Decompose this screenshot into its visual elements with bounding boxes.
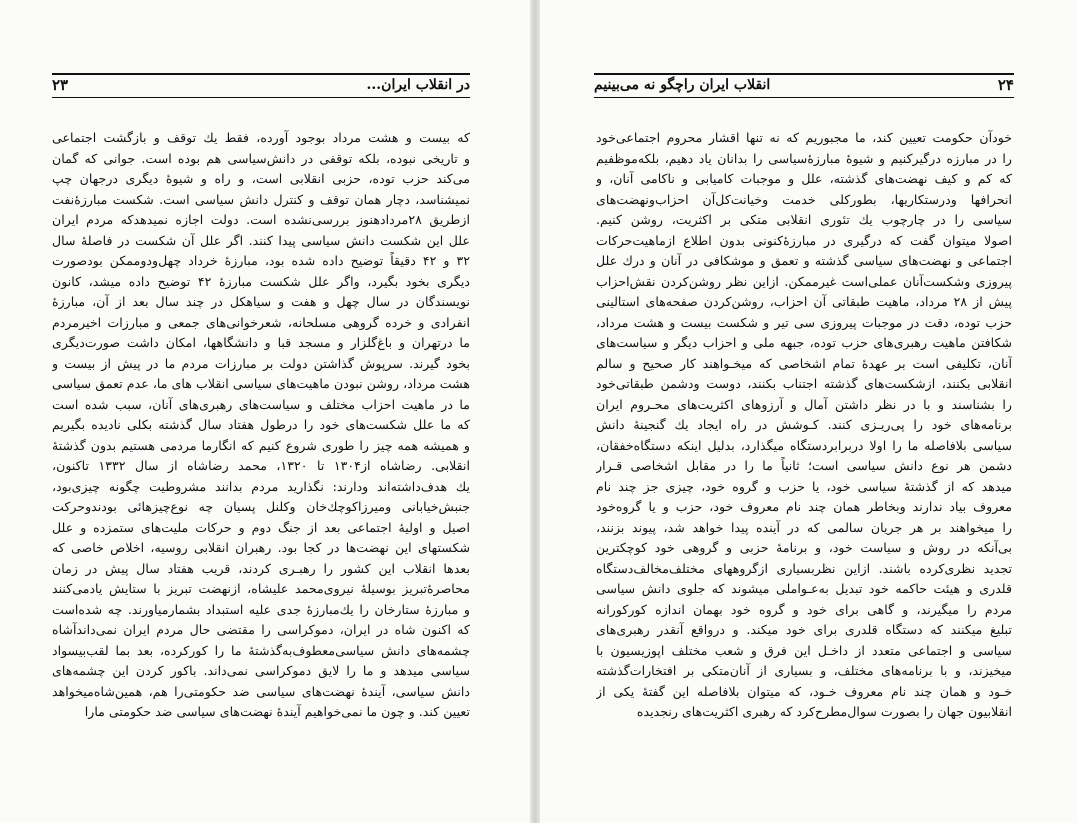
text-line: تعیین کند. و چون ما نمی‌خواهیم آیندهٔ نهضت‌های سیاسی ضد حکومتی مارا (84, 704, 470, 719)
text-line: قلدری و هیئت حاکمه خود تبدیل به‌عـواملی میشوند که جلوی دانش سیاسی (596, 581, 1012, 596)
text-line: برنامه‌های خود را پی‌ریـزی کنند. کـوشش در راه ایجاد یك گنجینهٔ دانش (596, 417, 1012, 432)
text-line: میخیزند، و با برنامه‌های مختلف، و بسیاری از آنان‌متکی بر افتخارات‌گذشته (596, 663, 1012, 678)
text-line: حزب توده، دقت در موجبات پیروزی سی تیر و شکست بیست و هشت مرداد، (596, 314, 1012, 330)
left-page-body (52, 128, 470, 723)
text-line: ۳۲ و ۴۲ دقیقاً توضیح داده شده بود، مبارزهٔ خرداد چهل‌ودو‌ممکن بودصورت (52, 253, 470, 268)
text-line: می‌کند حزب توده، حزبی انقلابی است، و راه و شیوهٔ دیگری درجهان چپ (52, 171, 470, 186)
page-number: ۲۳ (52, 76, 69, 94)
text-line: را در مبارزه درگیرکنیم و شیوهٔ مبارزهٔ‌سیاسی را بدانان یاد دهیم، بلکه‌موظفیم (596, 150, 1012, 166)
text-line: نمیشناسد، دچار همان توقف و کنترل دانش سیاسی است. شکست مبارزهٔ‌نفت (52, 191, 470, 207)
text-line: اجتماعی و نهضت‌های سیاسی گذشته و تعمق و موشکافی در آنان و درك علل (596, 253, 1012, 268)
text-line: انقلابی بکنند، ازشکست‌های گذشته اجتناب بکنند، دوست ودشمن طبقاتی‌خود (596, 376, 1012, 391)
text-line: یك هدف‌داشته‌اند ودارند: نگذارید مردم بدانند مشروطیت چگونه چیزی‌بود، (52, 478, 470, 494)
text-line: و مبارزهٔ ستارخان را یك‌مبارزهٔ جدی علیه استبداد بشمارمیاورند. چه شده‌است (52, 601, 470, 617)
text-line: سیاسی و اجتماعی متعدد از داخـل این فرق و شعب مختلف اپوزیسیون با (596, 642, 1012, 658)
header-bottom-rule (594, 97, 1014, 98)
text-line: معروف بیاد ندارند وبخاطر همان چند نام معروف خود، حزب و یا گروه‌خود (596, 499, 1012, 514)
text-line: و همیشه همه چیز را طوری شروع کنیم که انگارما مردمی هستیم بدون گذشتهٔ (52, 437, 470, 453)
text-line: که ما علل شکست‌های خود را در‌طول هفتاد سال گذشته بکلی نادیده بگیریم (52, 417, 470, 432)
text-line: ما در ماهیت احزاب مختلف و سیاست‌های رهبری‌های آنان، سبب شده است (52, 396, 470, 412)
text-line: را بشناسند و با در نظر داشتن آمال و آرزوهای اکثریت‌های محـروم ایران (596, 396, 1012, 412)
header-top-rule (52, 73, 470, 75)
right-page (540, 0, 1077, 823)
text-line: بی‌آنکه در روش و سیاست خود، و برنامهٔ حزبی و گروهی خود کوچکترین (596, 540, 1012, 555)
text-line: که بیست و هشت مرداد بوجود آورده، فقط یك توقف و بازگشت اجتماعی (52, 130, 470, 145)
text-line: انقلابی. رضاشاه از۱۳۰۴ تا ۱۳۲۰، محمد رضاشاه از سال ۱۳۳۲ تاکنون، (52, 458, 470, 473)
text-line: شکستهای این نهضت‌ها در کجا بود. رهبران انقلابی روسیه، اخلاص خاصی که (52, 540, 470, 555)
text-line: اصیل و اولیهٔ اجتماعی بعد از جنگ دوم و حرکات ملیت‌های ستمزده و علل (52, 519, 470, 535)
left-page-header (52, 74, 470, 96)
text-line: سیاسی میدهد و ما را لایق دموکراسی نمی‌داند. باکور کردن این چشمه‌های (52, 663, 470, 678)
text-line: تجدید نظری‌کرده باشند. ازاین نظربسیاری ازگروههای مختلف‌مخالف‌دستگاه (596, 560, 1012, 576)
text-line: بخود گیرند. سرپوش گذاشتن دولت بر مبارزات مردم ما در پیش از بیست و (52, 355, 470, 371)
text-line: انفرادی و خرده گروهی مسلحانه، شعرخوانی‌های جمعی و مبارزات اخیرمردم (52, 314, 470, 330)
text-line: شکافتن ماهیت رهبری‌های حزب توده، جبهه ملی و احزاب دیگر و سیاست‌های (596, 335, 1012, 350)
text-line: سیاسی را در چارچوب یك تئوری انقلابی متکی بر اکثریت، روشن کنیم. (596, 212, 1012, 227)
text-line: میدهد که از گذشتهٔ سیاسی خود، یا حزب و گروه خود، چیزی جز چند نام (596, 478, 1012, 494)
text-line: که اکنون شاه در ایران، دموکراسی را مقتضی حال مردم ایران نمی‌داند‌آشاه (52, 622, 470, 637)
text-line: خودآن حکومت تعیین کند، ما مجبوریم که نه تنها اقشار محروم اجتماعی‌خود (596, 130, 1012, 145)
text-line: اصولا میتوان گفت که درگیری در مبارزهٔ‌کنونی بدون اطلاع ازماهیت‌حرکات (596, 232, 1012, 248)
text-line: ما در‌تهران و باغ‌گلزار و مسجد قبا و دانشگاهها، امکان داشت صورت‌دیگری (52, 335, 470, 350)
text-line: انحرافها ودرستکاریها، بطورکلی خدمت وخیانت‌کل‌آن احزاب‌ونهضت‌های (596, 191, 1012, 207)
text-line: هشت مرداد، روشن نبودن ماهیت‌های سیاسی انقلاب های ما، عدم تعمق سیاسی (52, 376, 470, 391)
text-line: ازطریق ۲۸مرداد‌هنوز بررسی‌نشده است. دولت اجازه نمیدهدکه مردم ایران (52, 212, 470, 227)
page-number: ۲۴ (997, 76, 1014, 94)
text-line: پیروزی وشکست‌آنان عملی‌است غیرممکن. ازاین نظر روشن‌کردن نقش‌احزاب (596, 273, 1012, 289)
text-line: تبلیغ میکنند که دستگاه قلدری برای خود میکند. و درواقع آنقدر رهبری‌های (596, 622, 1012, 637)
text-line: که کم و کیف نهضت‌های گذشته، علل و موجبات کامیابی و ناکامی آنان، و (596, 171, 1012, 186)
header-bottom-rule (52, 97, 470, 98)
left-page (0, 0, 532, 823)
text-line: و تاریخی نبوده، بلکه توقفی در دانش‌سیاسی هم بوده است. جوانی که گمان (52, 150, 470, 166)
right-page-body (596, 128, 1012, 723)
book-gutter (530, 0, 540, 823)
text-line: دانش سیاسی، آیندهٔ نهضت‌های سیاسی ضد حکومتی‌را هم، همین‌شاه‌میخواهد (52, 683, 470, 699)
running-title: انقلاب ایران راچگو نه می‌بینیم (594, 77, 771, 93)
text-line: دیگری بخود بگیرد، واگر علل شکست مبارزهٔ ۴۲ توضیح داده میشد، کانون (52, 273, 470, 289)
text-line: محاصرهٔ‌تبریز بوسیلهٔ نیروی‌محمد علیشاه، ازنهضت تبریز با ستایش یادمی‌کنند (52, 581, 470, 596)
text-line: را میخواهند بر هر جریان سالمی که در آینده پیدا خواهد شد، پیوند بزنند، (596, 519, 1012, 535)
text-line: خـود و همان چند نام معروف خـود، که میتوان بلافاصله این گفتهٔ یکی از (596, 683, 1012, 699)
text-line: سیاسی بلافاصله ما را اولا دربرابردستگاه میگذارد، بدلیل اینکه دستگاه‌خفقان، (596, 437, 1012, 453)
text-line: علل این شکست دانش سیاسی پیدا کنند. اگر علل آن شکست در فاصلهٔ سال (52, 232, 470, 248)
text-line: آنان، تکلیفی است بر عهدهٔ تمام اشخاصی که میخـواهند کار صحیح و سالم (596, 355, 1012, 371)
right-page-header (594, 74, 1014, 96)
text-line: جنبش‌خیابانی ومیرزاکوچك‌خان وکلنل پسیان چه نوع‌چیزهائی بودند‌وحرکت (52, 499, 470, 514)
text-line: نویسندگان در سال چهل و هفت و سیاهکل در چند سال بعد از آن، مبارزهٔ (52, 294, 470, 309)
text-line: پیش از ۲۸ مرداد، ماهیت طبقاتی آن احزاب، روشن‌کردن صفحه‌های استالینی (596, 294, 1012, 309)
text-line: دشمن هر نوع دانش سیاسی است؛ ثانیاً ما را در مقابل اشخاصی قـرار (596, 458, 1012, 473)
header-top-rule (594, 73, 1014, 75)
text-line: چشمه‌های دانش سیاسی‌معطوف‌به‌گذشتهٔ ما را کورکرده، بعد بما لقب‌بیسواد (52, 642, 470, 658)
running-title: در انقلاب ایران... (366, 77, 470, 93)
text-line: مردم را میگیرند، و گاهی برای خود و گروه خود بهمان اندازه کورکورانه (596, 601, 1012, 617)
text-line: انقلابیون جهان را بصورت سوال‌مطرح‌کرد که رهبری اکثریت‌های رنجدیده (636, 704, 1012, 719)
text-line: بعدها انقلاب این کشور را رهبـری کردند، قریب هفتاد سال پیش در زمان (52, 560, 470, 576)
